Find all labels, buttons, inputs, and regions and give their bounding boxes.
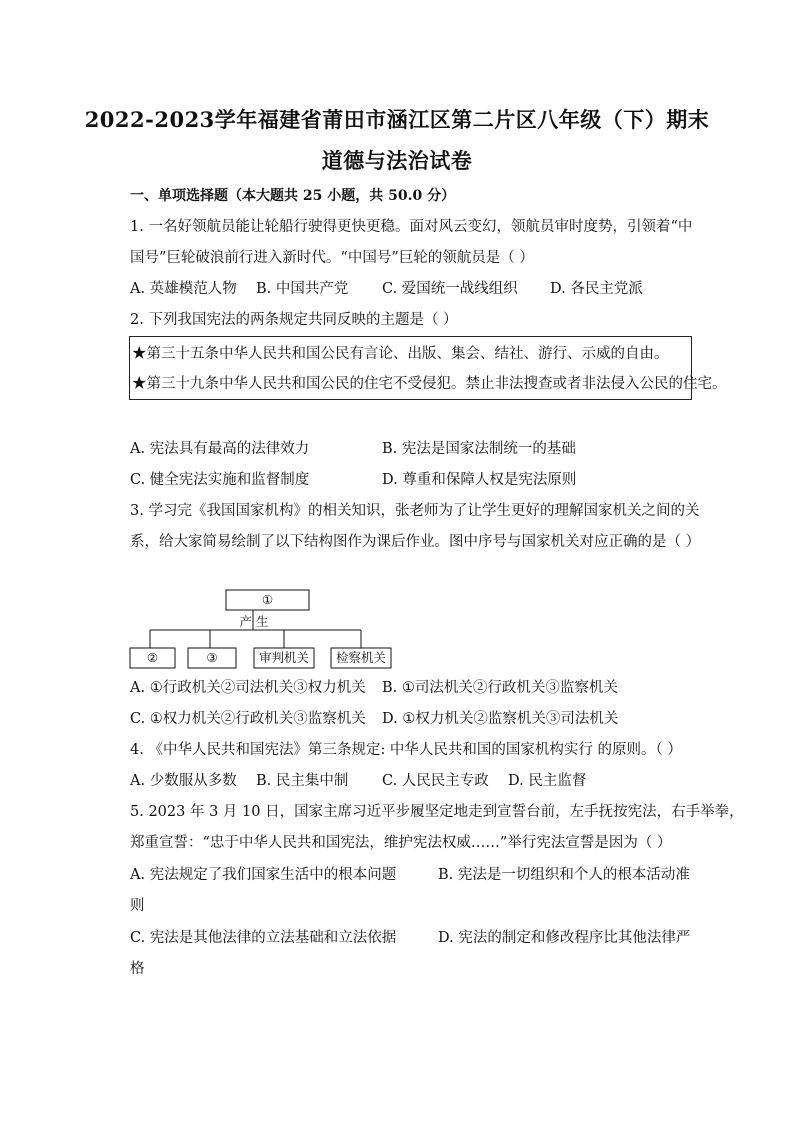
q4-option-c: C. 人民民主专政 <box>382 773 489 789</box>
exam-title-line2: 道德与法治试卷 <box>321 148 473 173</box>
q3-option-b: B. ①司法机关②行政机关③监察机关 <box>382 680 618 696</box>
q4-option-b: B. 民主集中制 <box>256 773 349 789</box>
state-organ-structure-diagram <box>128 588 398 670</box>
q1-option-c: C. 爱国统一战线组织 <box>382 281 518 297</box>
q5-option-b: B. 宪法是一切组织和个人的根本活动准 <box>438 867 690 883</box>
section-heading: 一、单项选择题（本大题共 25 小题，共 50.0 分） <box>130 188 456 204</box>
q2-option-b: B. 宪法是国家法制统一的基础 <box>382 441 576 457</box>
q1-option-a: A. 英雄模范人物 <box>130 281 237 297</box>
q5-stem-line1: 5. 2023 年 3 月 10 日，国家主席习近平步履坚定地走到宣誓台前，左手抚按宪法，右手举拳， <box>130 804 744 820</box>
q5-option-a: A. 宪法规定了我们国家生活中的根本问题 <box>130 867 397 883</box>
diagram-box-procuratorate-label: 检察机关 <box>335 650 387 665</box>
diagram-box-court-label: 审判机关 <box>258 650 310 665</box>
q5-option-d: D. 宪法的制定和修改程序比其他法律严 <box>438 930 691 946</box>
q1-stem-line2: 国号”巨轮破浪前行进入新时代。“中国号”巨轮的领航员是（ ） <box>130 250 534 266</box>
q3-option-a: A. ①行政机关②司法机关③权力机关 <box>130 680 366 696</box>
diagram-box-2-label: ② <box>146 650 159 665</box>
q5-option-c: C. 宪法是其他法律的立法基础和立法依据 <box>130 930 397 946</box>
q5-option-d-continued: 格 <box>130 961 145 977</box>
q1-stem-line1: 1. 一名好领航员能让轮船行驶得更快更稳。面对风云变幻，领航员审时度势，引领着“中 <box>130 219 693 235</box>
diagram-connector-label: 产 生 <box>239 614 269 629</box>
q2-quote-box <box>129 336 727 400</box>
exam-title-line1: 2022-2023学年福建省莆田市涵江区第二片区八年级（下）期末 <box>84 107 710 132</box>
q2-article-39: ★第三十九条中华人民共和国公民的住宅不受侵犯。禁止非法搜查或者非法侵入公民的住宅。 <box>132 376 727 392</box>
q4-option-d: D. 民主监督 <box>508 773 587 789</box>
q1-option-b: B. 中国共产党 <box>256 281 349 297</box>
q3-stem-line2: 系，给大家简易绘制了以下结构图作为课后作业。图中序号与国家机关对应正确的是（ ） <box>130 534 701 550</box>
q2-article-35: ★第三十五条中华人民共和国公民有言论、出版、集会、结社、游行、示威的自由。 <box>132 346 669 362</box>
q2-stem: 2. 下列我国宪法的两条规定共同反映的主题是（ ） <box>130 312 458 328</box>
diagram-top-label: ① <box>261 592 274 607</box>
q2-option-d: D. 尊重和保障人权是宪法原则 <box>382 472 577 488</box>
q3-option-c: C. ①权力机关②行政机关③监察机关 <box>130 711 366 727</box>
q5-stem-line2: 郑重宣誓：“忠于中华人民共和国宪法，维护宪法权威……”举行宪法宣誓是因为（ ） <box>130 835 672 851</box>
q2-option-a: A. 宪法具有最高的法律效力 <box>130 441 310 457</box>
q3-stem-line1: 3. 学习完《我国国家机构》的相关知识，张老师为了让学生更好的理解国家机关之间的关 <box>130 503 700 519</box>
q1-option-d: D. 各民主党派 <box>550 281 643 297</box>
q4-stem: 4. 《中华人民共和国宪法》第三条规定: 中华人民共和国的国家机构实行 的原则。（ ） <box>130 742 682 758</box>
q4-option-a: A. 少数服从多数 <box>130 773 237 789</box>
q3-option-d: D. ①权力机关②监察机关③司法机关 <box>382 711 619 727</box>
q2-option-c: C. 健全宪法实施和监督制度 <box>130 472 310 488</box>
q5-option-b-continued: 则 <box>130 898 145 914</box>
diagram-box-3-label: ③ <box>206 650 218 665</box>
